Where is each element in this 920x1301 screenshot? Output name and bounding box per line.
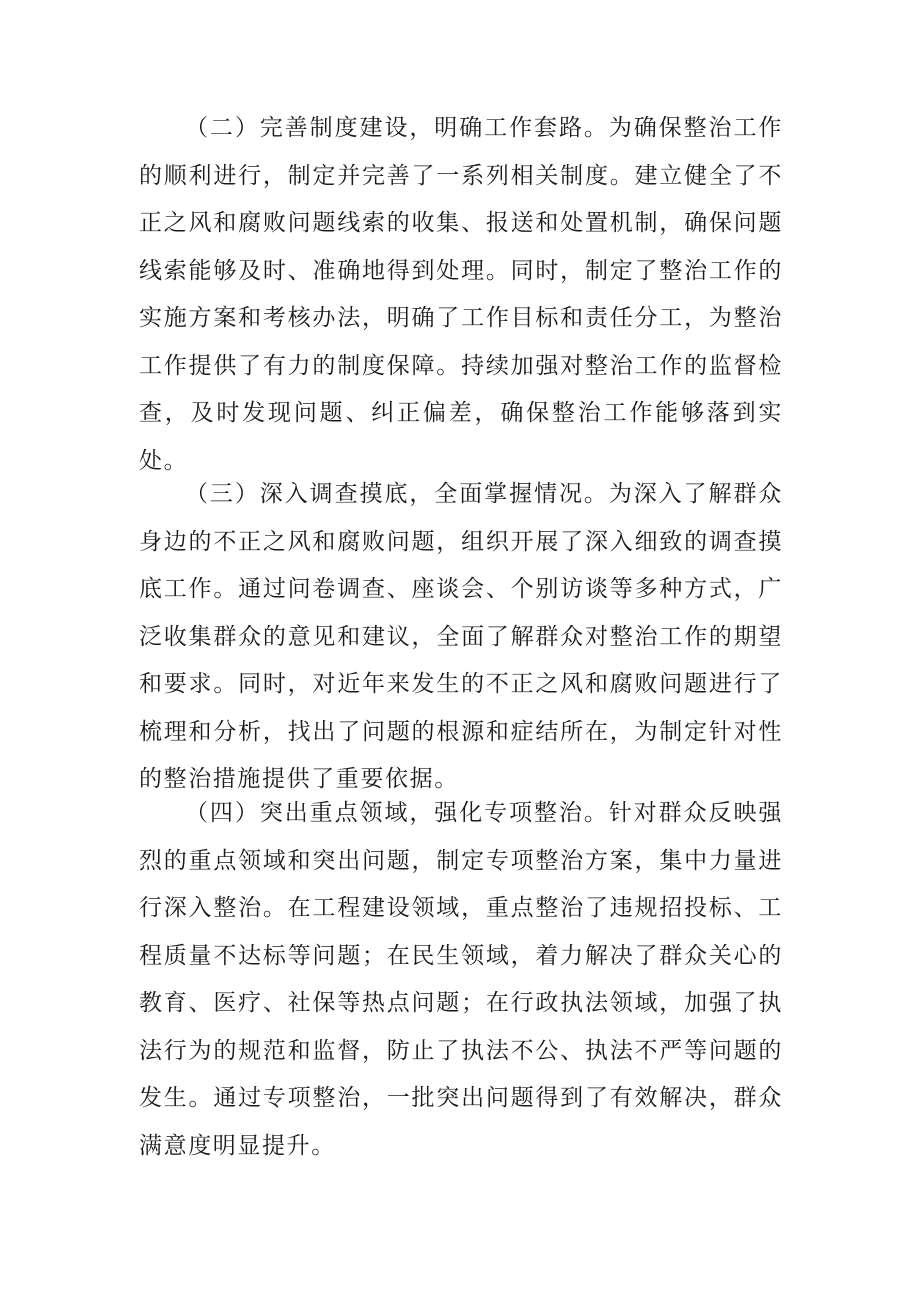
section-three-body: 为深入了解群众身边的不正之风和腐败问题，组织开展了深入细致的调查摸底工作。通过问卷调查、座谈会、个别访谈等多种方式，广泛收集群众的意见和建议，全面了解群众对整治工作的期望和要求。同时，对近年来发生的不正之风和腐败问题进行了梳理和分析，找出了问题的根源和症结所在，为制定针对性的整治措施提供了重要依据。 [139,481,783,792]
section-two-heading: （二）完善制度建设，明确工作套路。 [185,115,609,141]
section-four-body: 针对群众反映强烈的重点领域和突出问题，制定专项整治方案，集中力量进行深入整治。在工程建设领域，重点整治了违规招投标、工程质量不达标等问题；在民生领域，着力解决了群众关心的教育、医疗、社保等热点问题；在行政执法领域，加强了执法行为的规范和监督，防止了执法不公、执法不严等问题的发生。通过专项整治，一批突出问题得到了有效解决，群众满意度明显提升。 [139,800,783,1159]
section-three-heading: （三）深入调查摸底，全面掌握情况。 [185,481,609,507]
section-two-body: 为确保整治工作的顺利进行，制定并完善了一系列相关制度。建立健全了不正之风和腐败问题线索的收集、报送和处置机制，确保问题线索能够及时、准确地得到处理。同时，制定了整治工作的实施方案和考核办法，明确了工作目标和责任分工，为整治工作提供了有力的制度保障。持续加强对整治工作的监督检查，及时发现问题、纠正偏差，确保整治工作能够落到实处。 [139,115,783,474]
section-two-paragraph [139,105,783,485]
section-four-paragraph [139,790,783,1170]
section-four-heading: （四）突出重点领域，强化专项整治。 [185,800,609,826]
section-three-paragraph [139,471,783,804]
